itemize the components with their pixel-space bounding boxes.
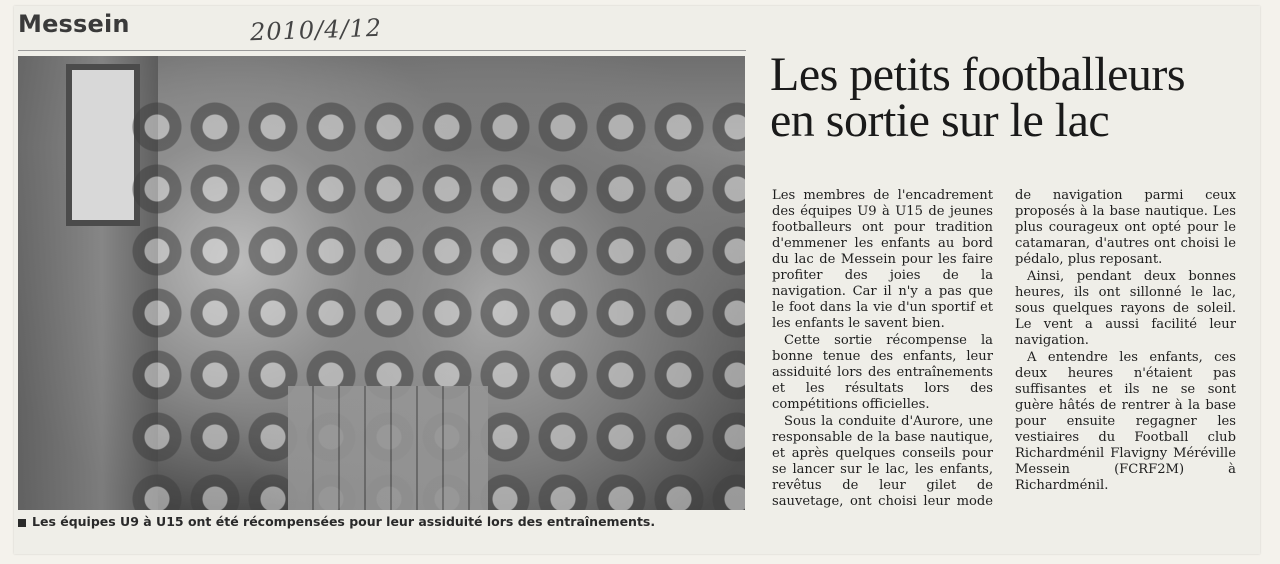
bleed-through-text [752,10,1252,48]
photo-caption-text: Les équipes U9 à U15 ont été récompensées pour leur assiduité lors des entraînements. [32,514,656,529]
article-paragraph: Cette sortie récompense la bonne tenue des enfants, leur assiduité lors des entraînements et les résultats lors des compétitions officielles. [772,333,993,412]
handwritten-date: 2010/4/12 [249,13,383,47]
article-headline: Les petits footballeurs en sortie sur le lac [770,48,1186,147]
photo-picnic-table [288,386,488,510]
section-rule [18,50,746,51]
group-photo [18,56,745,510]
article-paragraph: A entendre les enfants, ces deux heures n'étaient pas suffisantes et ils ne se sont guère hâtés de rentrer à la base pour ensuite regagner les vestiaires du Football club Richardménil Flavigny Méréville Messein (FCRF2M) à Richardménil. [1015,350,1236,493]
article-paragraph: Les membres de l'encadrement des équipes U9 à U15 de jeunes footballeurs ont pour tradition d'emmener les enfants au bord du lac de Messein pour les faire profiter des joies de la navigation. Car il n'y a pas que le foot dans la vie d'un sportif et les enfants le savent bien. [772,188,993,331]
article-paragraph: Ainsi, pendant deux bonnes heures, ils ont sillonné le lac, sous quelques rayons de soleil. Le vent a aussi facilité leur navigation. [1015,269,1236,348]
photo-caption [18,514,655,529]
section-label: Messein [18,10,130,38]
caption-bullet-icon [18,519,26,527]
article-paragraph: Sous la conduite d'Aurore, une responsable de la base nautique, et après quelques conseils pour se lancer sur le lac, les enfants, revêtus de leur gilet de sauvetage, ont choisi leur mode de navigation parmi ceux proposés à la base nautique. Les plus courageux ont opté pour le catamaran, d'autres ont choisi le pédalo, plus reposant. [772,188,1236,509]
article-body [772,188,1236,540]
